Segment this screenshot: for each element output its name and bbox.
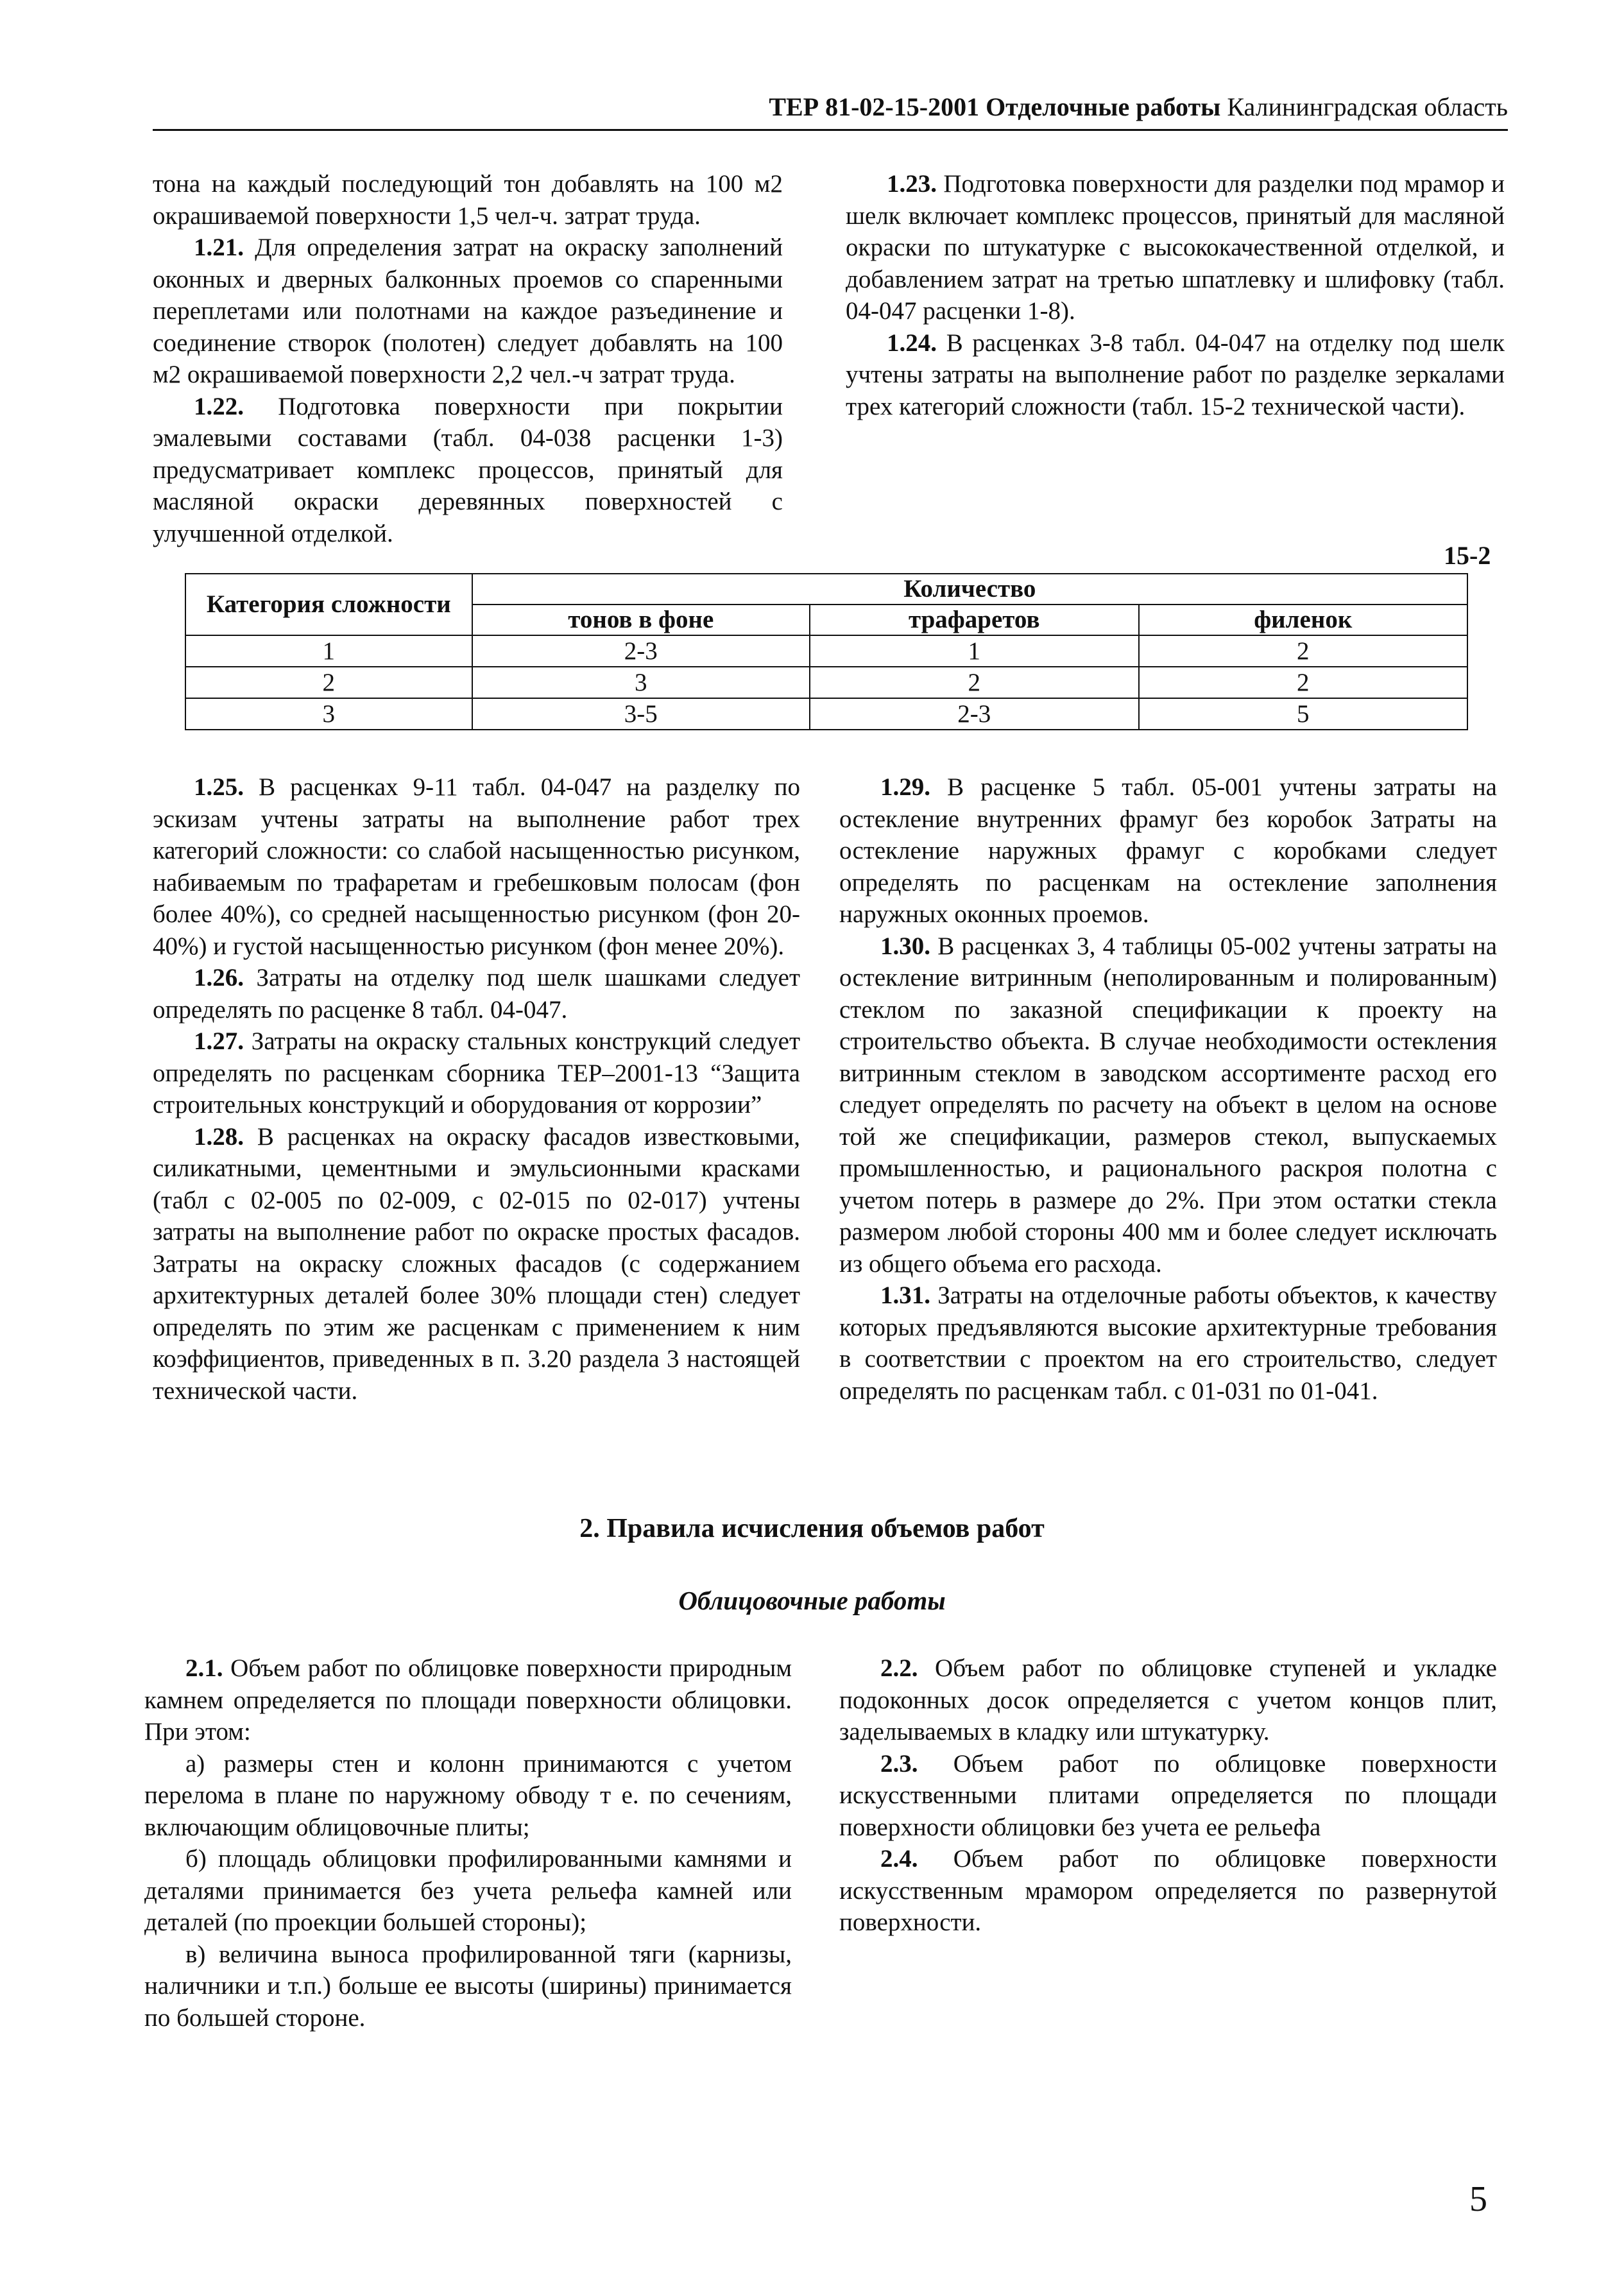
paragraph-2-1: 2.1. Объем работ по облицовке поверхности природным камнем определяется по площади поверхности облицовки. При этом:: [144, 1654, 792, 1745]
table-cell: 3: [472, 667, 810, 698]
subsection-title: Облицовочные работы: [678, 1586, 946, 1615]
paragraph-1-28: 1.28. В расценках на окраску фасадов известковыми, силикатными, цементными и эмульсионными красками (табл с 02-005 по 02-009, с 02-015 по 02-017) учтены затраты на выполнение работ по окраске простых фасадов. Затраты на окраску сложных фасадов (с содержанием архитектурных деталей более 30% площади стен) следует определять по этим же расценкам с применением к ним коэффициентов, приведенных в п. 3.20 раздела 3 настоящей технической части.: [153, 1122, 801, 1405]
table-cell: 2-3: [472, 635, 810, 667]
paragraph-1-23: 1.23. Подготовка поверхности для разделки под мрамор и шелк включает комплекс процессов, принятый для масляной окраски по штукатурке с высококачественной отделкой, и добавлением затрат на третью шпатлевку и шлифовку (табл. 04-047 расценки 1-8).: [846, 170, 1505, 325]
paragraph-1-22: 1.22. Подготовка поверхности при покрытии эмалевыми составами (табл. 04-038 расценки 1-3) предусматривает комплекс процессов, принятый для масляной окраски деревянных поверхностей с улучшенной отделкой.: [153, 392, 783, 547]
paragraph-2-1-a: а) размеры стен и колонн принимаются с учетом перелома в плане по наружному обводу т е. по сечениям, включающим облицовочные плиты;: [144, 1749, 792, 1841]
table-cell: 5: [1139, 698, 1467, 730]
table-cell: 1: [185, 635, 472, 667]
paragraph-2-3: 2.3. Объем работ по облицовке поверхности искусственными плитами определяется по площади поверхности облицовки без учета ее рельефа: [839, 1749, 1498, 1841]
paragraph-2-1-c: в) величина выноса профилированной тяги (карнизы, наличники и т.п.) больше ее высоты (ширины) принимается по большей стороне.: [144, 1940, 792, 2032]
bottom-right-column: [839, 1652, 1497, 1939]
table-row: [185, 667, 1467, 698]
paragraph-2-4: 2.4. Объем работ по облицовке поверхности искусственным мрамором определяется по развернутой поверхности.: [839, 1845, 1498, 1936]
top-right-column: [846, 168, 1505, 422]
paragraph-1-24: 1.24. В расценках 3-8 табл. 04-047 на отделку под шелк учтены затраты на выполнение работ по разделке зеркалами трех категорий сложности (табл. 15-2 технической части).: [846, 329, 1505, 420]
section-title: 2. Правила исчисления объемов работ: [579, 1514, 1045, 1543]
header-doc-code: ТЕР 81-02-15-2001 Отделочные работы: [769, 92, 1221, 121]
header-quantity: Количество: [472, 574, 1467, 605]
running-header: [153, 93, 1508, 131]
paragraph-1-25: 1.25. В расценках 9-11 табл. 04-047 на разделку по эскизам учтены затраты на выполнение работ трех категорий сложности: со слабой насыщенностью рисунком, набиваемым по трафаретам и гребешковым полосам (фон более 40%), со средней насыщенностью рисунком (фон 20-40%) и густой насыщенностью рисунком (фон менее 20%).: [153, 773, 800, 960]
table-cell: 3: [185, 698, 472, 730]
paragraph-1-27: 1.27. Затраты на окраску стальных конструкций следует определять по расценкам сборника ТЕР–2001-13 “Защита строительных конструкций и оборудования от коррозии”: [153, 1027, 800, 1119]
table-cell: 3-5: [472, 698, 810, 730]
table-cell: 1: [810, 635, 1139, 667]
middle-left-column: [153, 771, 800, 1407]
table-cell: 2-3: [810, 698, 1139, 730]
middle-right-column: [839, 771, 1497, 1407]
table-cell: 2: [1139, 635, 1467, 667]
paragraph-2-1-b: б) площадь облицовки профилированными камнями и деталями принимается без учета рельефа камней или деталей (по проекции большей стороны);: [144, 1845, 792, 1936]
complexity-table: [185, 573, 1468, 730]
paragraph-1-21: 1.21. Для определения затрат на окраску заполнений оконных и дверных балконных проемов со спаренными переплетами или полотнами на каждое разъединение и соединение створок (полотен) следует добавлять на 100 м2 окрашиваемой поверхности 2,2 чел.-ч затрат труда.: [153, 234, 783, 388]
paragraph-1-31: 1.31. Затраты на отделочные работы объектов, к качеству которых предъявляются высокие архитектурные требования в соответствии с проектом на его строительство, следует определять по расценкам табл. с 01-031 по 01-041.: [839, 1282, 1498, 1405]
header-category: Категория сложности: [185, 574, 472, 635]
subheader-tones: тонов в фоне: [472, 605, 810, 635]
table-row: [185, 635, 1467, 667]
paragraph-1-26: 1.26. Затраты на отделку под шелк шашками следует определять по расценке 8 табл. 04-047.: [153, 964, 801, 1024]
subheader-stencils: трафаретов: [810, 605, 1139, 635]
top-left-column: [153, 168, 783, 549]
table-cell: 2: [1139, 667, 1467, 698]
table-cell: 2: [185, 667, 472, 698]
header-region: Калининградская область: [1227, 92, 1508, 121]
paragraph-1-30: 1.30. В расценках 3, 4 таблицы 05-002 учтены затраты на остекление витринным (неполированным и полированным) стеклом по заказной спецификации к проекту на строительство объекта. В случае необходимости остекления витринным стеклом в заводском ассортименте расход его следует определять по расчету на объект в целом на основе той же спецификации, размеров стекол, выпускаемых промышленностью, и рационального раскроя полотна с учетом потерь в размере до 2%. При этом остатки стекла размером любой стороны 400 мм и более следует исключать из общего объема его расхода.: [839, 932, 1498, 1278]
paragraph-1-29: 1.29. В расценке 5 табл. 05-001 учтены затраты на остекление внутренних фрамуг без коробок Затраты на остекление наружных фрамуг с коробками следует определять по расценкам на остекление заполнения наружных оконных проемов.: [839, 773, 1497, 928]
table-cell: 2: [810, 667, 1139, 698]
paragraph-2-2: 2.2. Объем работ по облицовке ступеней и укладке подоконных досок определяется с учетом концов плит, заделываемых в кладку или штукатурку.: [839, 1654, 1497, 1745]
page-number: 5: [1469, 2179, 1487, 2219]
subheader-panels: филенок: [1139, 605, 1467, 635]
paragraph: тона на каждый последующий тон добавлять на 100 м2 окрашиваемой поверхности 1,5 чел-ч. затрат труда.: [153, 170, 783, 230]
table-row: [185, 698, 1467, 730]
bottom-left-column: [144, 1652, 792, 2034]
table-id: 15-2: [1444, 541, 1491, 570]
